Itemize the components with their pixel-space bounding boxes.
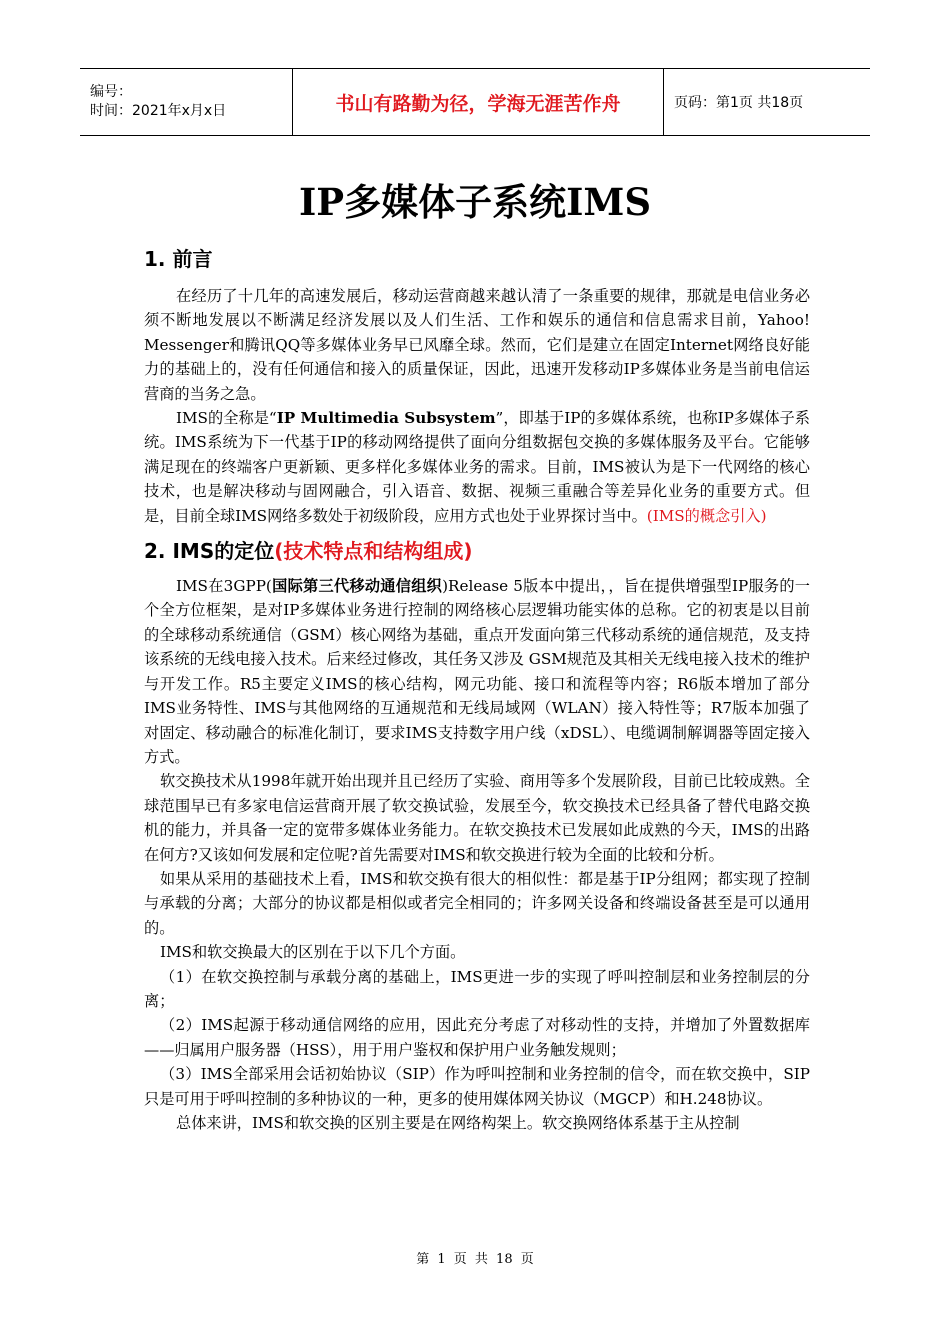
document-time-label: 时间：2021年x月x日 [90,103,227,119]
page-header [80,68,870,136]
header-left-cell [80,69,293,136]
paragraph-intro-1: 在经历了十几年的高速发展后，移动运营商越来越认清了一条重要的规律，那就是电信业务必须不断地发展以不断满足经济发展以及人们生活、工作和娱乐的通信和信息需求目前，Yahoo! Messenger和腾讯QQ等多媒体业务早已风靡全球。然而，它们是建立在固定Internet网络良好能力的基础上的，没有任何通信和接入的质量保证，因此，迅速开发移动IP多媒体业务是当前电信运营商的当务之急。 [144,287,810,403]
page-footer: 第 1 页 共 18 页 [416,1252,534,1267]
paragraph-positioning-1: IMS在3GPP(国际第三代移动通信组织)Release 5版本中提出，，旨在提供增强型IP服务的一个全方位框架，是对IP多媒体业务进行控制的网络核心层逻辑功能实体的总称。它的初衷是以目前的全球移动系统通信（GSM）核心网络为基础，重点开发面向第三代移动系统的通信规范，及支持该系统的无线电接入技术。后来经过修改，其任务又涉及 GSM规范及其相关无线电接入技术的维护与开发工作。R5主要定义IMS的核心结构，网元功能、接口和流程等内容；R6版本增加了部分IMS业务特性、IMS与其他网络的互通规范和无线局域网（WLAN）接入特性等；R7版本加强了对固定、移动融合的标准化制订，要求IMS支持数字用户线（xDSL）、电缆调制解调器等固定接入方式。 [144,577,810,766]
paragraph-positioning-2: 软交换技术从1998年就开始出现并且已经历了实验、商用等多个发展阶段，目前已比较成熟。全球范围早已有多家电信运营商开展了软交换试验，发展至今，软交换技术已经具备了替代电路交换机的能力，并具备一定的宽带多媒体业务能力。在软交换技术已发展如此成熟的今天，IMS的出路在何方?又该如何发展和定位呢?首先需要对IMS和软交换进行较为全面的比较和分析。 [144,772,810,864]
paragraph-intro-2: IMS的全称是“IP Multimedia Subsystem”，即基于IP的多媒体系统，也称IP多媒体子系统。IMS系统为下一代基于IP的移动网络提供了面向分组数据包交换的多媒体服务及平台。它能够满足现在的终端客户更新颖、更多样化多媒体业务的需求。目前，IMS被认为是下一代网络的核心技术，也是解决移动与固网融合，引入语音、数据、视频三重融合等差异化业务的重要方式。但是，目前全球IMS网络多数处于初级阶段，应用方式也处于业界探讨当中。(IMS的概念引入) [144,409,810,525]
section-heading-intro: 1. 前言 [144,247,213,271]
header-motto: 书山有路勤为径，学海无涯苦作舟 [293,69,664,136]
header-page-label: 页码：第1页 共18页 [664,69,871,136]
list-item-3: （3）IMS全部采用会话初始协议（SIP）作为呼叫控制和业务控制的信令，而在软交换中，SIP只是可用于呼叫控制的多种协议的一种，更多的使用媒体网关协议（MGCP）和H.248协议。 [144,1065,810,1108]
list-item-2: （2）IMS起源于移动通信网络的应用，因此充分考虑了对移动性的支持，并增加了外置数据库——归属用户服务器（HSS），用于用户鉴权和保护用户业务触发规则； [144,1016,810,1059]
document-body [144,244,810,1135]
document-number-label: 编号： [90,84,132,100]
paragraph-positioning-4: IMS和软交换最大的区别在于以下几个方面。 [160,943,466,962]
document-title: IP多媒体子系统IMS [298,180,652,224]
paragraph-summary: 总体来讲，IMS和软交换的区别主要是在网络构架上。软交换网络体系基于主从控制 [176,1114,740,1132]
paragraph-positioning-3: 如果从采用的基础技术上看，IMS和软交换有很大的相似性：都是基于IP分组网；都实现了控制与承载的分离；大部分的协议都是相似或者完全相同的；许多网关设备和终端设备甚至是可以通用的。 [144,869,810,937]
list-item-1: （1）在软交换控制与承载分离的基础上，IMS更进一步的实现了呼叫控制层和业务控制层的分离； [144,967,810,1010]
section-heading-positioning: 2. IMS的定位(技术特点和结构组成) [144,539,473,564]
